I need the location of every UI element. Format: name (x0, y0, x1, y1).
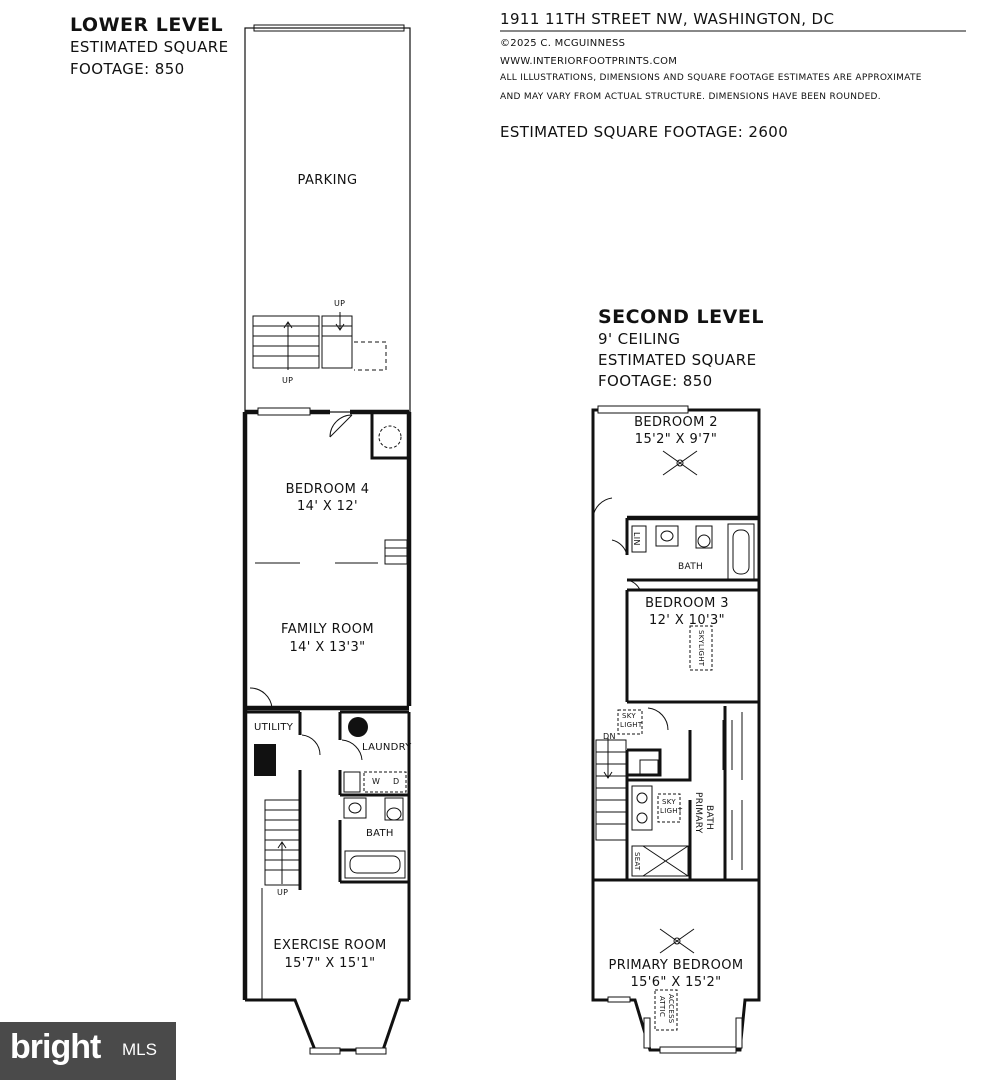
up-label: UP (334, 299, 346, 308)
dryer-label: D (393, 777, 400, 786)
primary-bedroom-dimensions: 15'6" X 15'2" (630, 975, 722, 990)
seat-label: SEAT (633, 852, 641, 871)
second-level-sqft-line1: ESTIMATED SQUARE (598, 351, 757, 369)
up-label: UP (277, 888, 289, 897)
washer-label: W (372, 777, 381, 786)
bright-mls-watermark (0, 1022, 176, 1080)
utility-room (245, 712, 300, 890)
exercise-room-dimensions: 15'7" X 15'1" (284, 956, 376, 971)
exercise-room-label: EXERCISE ROOM (273, 938, 387, 953)
family-room-label: FAMILY ROOM (281, 622, 374, 637)
water-heater (372, 414, 409, 458)
disclaimer-line2: AND MAY VARY FROM ACTUAL STRUCTURE. DIMENSIONS HAVE BEEN ROUNDED. (500, 92, 881, 102)
total-square-footage: ESTIMATED SQUARE FOOTAGE: 2600 (500, 123, 789, 141)
bedroom3-label: BEDROOM 3 (645, 596, 729, 611)
bath2-label: BATH (678, 562, 704, 572)
utility-label: UTILITY (254, 722, 294, 733)
lower-level-sqft-line2: FOOTAGE: 850 (70, 60, 185, 78)
skylight-label: SKYLIGHT (697, 630, 705, 667)
bedroom4-label: BEDROOM 4 (285, 482, 370, 497)
primary-bath-label: BATH (704, 805, 714, 831)
second-level-ceiling: 9' CEILING (598, 330, 681, 348)
primary-bath-label: PRIMARY (693, 792, 703, 834)
primary-bedroom-label: PRIMARY BEDROOM (608, 958, 744, 973)
parking-label: PARKING (297, 173, 358, 188)
laundry-sink (348, 717, 368, 737)
utility-unit (254, 744, 276, 776)
skylight-label: SKY (622, 712, 636, 720)
lower-level-title: LOWER LEVEL (70, 14, 224, 36)
bathtub (345, 851, 405, 878)
bedroom2-window (598, 406, 688, 413)
disclaimer-line1: ALL ILLUSTRATIONS, DIMENSIONS AND SQUARE FOOTAGE ESTIMATES ARE APPROXIMATE (500, 73, 922, 83)
bedroom2-dimensions: 15'2" X 9'7" (634, 432, 718, 447)
lower-level-sqft-line1: ESTIMATED SQUARE (70, 38, 229, 56)
family-room-dimensions: 14' X 13'3" (289, 640, 366, 655)
attic-access-label: ACCESS (667, 994, 675, 1024)
bedroom3-dimensions: 12' X 10'3" (648, 613, 726, 628)
bedroom2-label: BEDROOM 2 (634, 415, 718, 430)
bath2-tub (728, 524, 754, 580)
parking-area (245, 28, 410, 412)
laundry-label: LAUNDRY (362, 742, 412, 753)
ceiling-fan-primary (660, 929, 694, 953)
second-stairs (596, 738, 626, 840)
attic-access-label: ATTIC (658, 996, 666, 1018)
lower-bath-label: BATH (366, 828, 394, 839)
skylight-label: LIGHT (660, 807, 683, 815)
washer-dryer (364, 772, 406, 792)
skylight-label: SKY (662, 798, 676, 806)
bright-logo: bright (10, 1028, 101, 1066)
website: WWW.INTERIORFOOTPRINTS.COM (500, 56, 678, 67)
mls-label: MLS (122, 1040, 157, 1059)
address: 1911 11TH STREET NW, WASHINGTON, DC (500, 10, 835, 28)
linen-label: LIN (632, 532, 641, 546)
ceiling-fan-bedroom2 (663, 451, 697, 475)
bedroom4-dimensions: 14' X 12' (296, 499, 358, 514)
lower-window (258, 408, 310, 415)
second-level-sqft-line2: FOOTAGE: 850 (598, 372, 713, 390)
exterior-stairs (253, 312, 386, 370)
bath-sink (344, 798, 366, 818)
skylight-label: LIGHT (620, 721, 643, 729)
up-label: UP (282, 376, 294, 385)
down-label: DN (603, 732, 616, 741)
second-level-title: SECOND LEVEL (598, 306, 764, 328)
copyright: ©2025 C. MCGUINNESS (500, 38, 626, 49)
